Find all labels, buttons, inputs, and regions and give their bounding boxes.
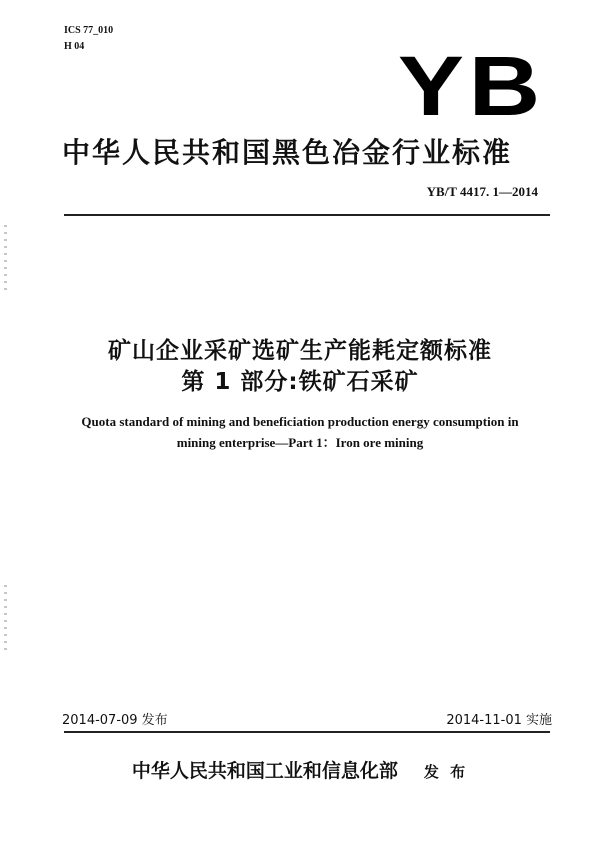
bottom-rule-divider bbox=[64, 731, 550, 733]
chinese-title-line-1: 矿山企业采矿选矿生产能耗定额标准 bbox=[108, 338, 492, 364]
ics-code: ICS 77_010 bbox=[64, 25, 114, 36]
english-title-line-1: Quota standard of mining and beneficiation production energy consumption in bbox=[81, 414, 519, 429]
issuer-line bbox=[0, 758, 600, 785]
issue-date: 2014-07-09 发布 bbox=[62, 713, 168, 728]
scan-edge-mark bbox=[4, 585, 7, 655]
yb-logo: YB bbox=[397, 39, 545, 133]
release-label: 发 布 bbox=[423, 763, 469, 781]
top-rule-divider bbox=[64, 214, 550, 216]
english-title-line-2: mining enterprise—Part 1：Iron ore mining bbox=[176, 435, 424, 450]
standard-number: YB/T 4417. 1—2014 bbox=[426, 184, 538, 199]
chinese-title-line-2: 第 1 部分:铁矿石采矿 bbox=[181, 369, 419, 395]
implementation-date: 2014-11-01 实施 bbox=[446, 713, 552, 728]
h-code: H 04 bbox=[64, 41, 85, 52]
industry-standard-title: 中华人民共和国黑色冶金行业标准 bbox=[62, 136, 513, 169]
issuer-name: 中华人民共和国工业和信息化部 bbox=[131, 760, 398, 782]
scan-edge-mark bbox=[4, 225, 7, 295]
